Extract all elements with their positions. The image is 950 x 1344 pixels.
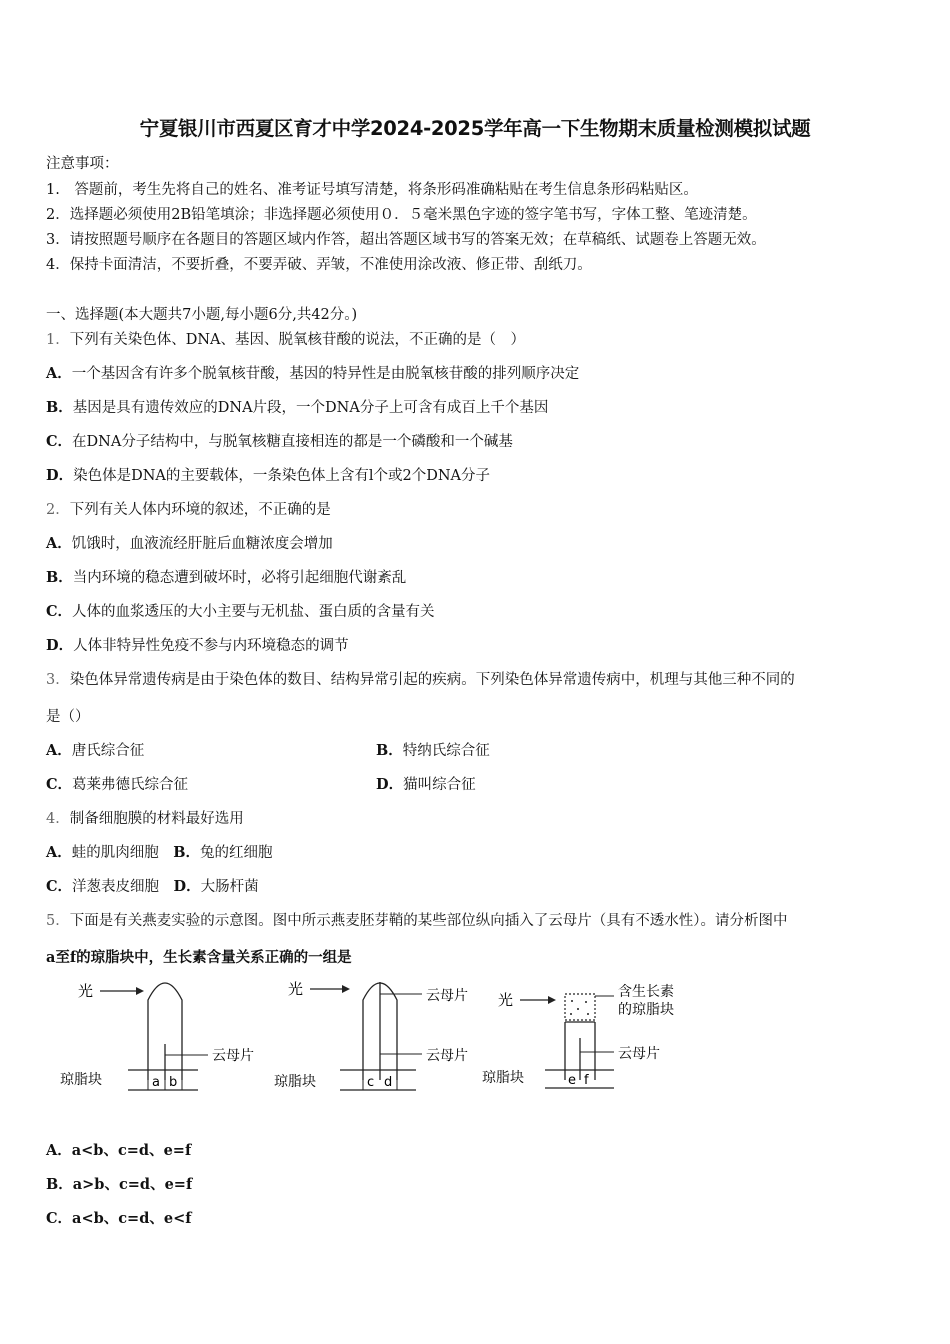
panel-3 — [482, 983, 674, 1088]
q4-options-row-1 — [46, 841, 273, 862]
q3-option-d[interactable] — [376, 773, 476, 794]
option-text: 饥饿时，血液流经肝脏后血糖浓度会增加 — [71, 536, 333, 552]
option-text: 一个基因含有许多个脱氧核苷酸，基因的特异性是由脱氧核苷酸的排列顺序决定 — [71, 366, 580, 382]
option-text: 特纳氏综合征 — [402, 743, 490, 759]
q2-option-a[interactable] — [46, 532, 333, 553]
notice-item-2: 2．选择题必须使用2B铅笔填涂；非选择题必须使用０．５毫米黑色字迹的签字笔书写，字体工整、笔迹清楚。 — [46, 207, 757, 223]
option-text: 人体的血浆透压的大小主要与无机盐、蛋白质的含量有关 — [72, 604, 435, 620]
panel-1 — [60, 982, 254, 1090]
question-2 — [46, 498, 331, 519]
option-text: 当内环境的稳态遭到破坏时，必将引起细胞代谢紊乱 — [72, 570, 407, 586]
option-label: C． — [46, 433, 73, 450]
block-a: a — [152, 1075, 160, 1090]
agar-label: 琼脂块 — [274, 1074, 316, 1090]
q5-option-a[interactable] — [46, 1139, 191, 1160]
question-5 — [46, 909, 787, 930]
option-text: 大肠杆菌 — [200, 879, 259, 895]
option-text: 染色体是DNA的主要载体，一条染色体上含有l个或2个DNA分子 — [73, 468, 491, 484]
q5-option-c[interactable] — [46, 1207, 191, 1228]
q4-option-d[interactable] — [174, 879, 259, 895]
q2-option-d[interactable] — [46, 634, 349, 655]
question-number: 4． — [46, 811, 70, 827]
mica-label: 云母片 — [426, 1048, 468, 1064]
block-d: d — [384, 1075, 393, 1090]
option-label: C． — [46, 776, 73, 793]
option-label: A． — [46, 535, 72, 552]
question-text: 染色体异常遗传病是由于染色体的数目、结构异常引起的疾病。下列染色体异常遗传病中，机理与其他三种不同的 — [69, 672, 795, 688]
arrow-head — [342, 985, 350, 993]
option-text: 在DNA分子结构中，与脱氧核糖直接相连的都是一个磷酸和一个碱基 — [72, 434, 513, 450]
block-e: e — [568, 1073, 576, 1088]
page-title: 宁夏银川市西夏区育才中学2024-2025学年高一下生物期末质量检测模拟试题 — [139, 117, 811, 140]
arrow-head — [548, 996, 556, 1004]
question-text: 制备细胞膜的材料最好选用 — [69, 811, 244, 827]
option-label: B． — [46, 399, 73, 416]
block-f: f — [584, 1073, 589, 1088]
q1-option-c[interactable] — [46, 430, 513, 451]
option-text: 基因是具有遗传效应的DNA片段，一个DNA分子上可含有成百上千个基因 — [72, 400, 549, 416]
block-c: c — [367, 1075, 375, 1090]
option-label: B． — [46, 569, 73, 586]
agar-label: 琼脂块 — [60, 1072, 102, 1088]
option-label: C． — [46, 878, 73, 895]
option-label: A． — [46, 1142, 72, 1159]
q3-option-c[interactable] — [46, 773, 188, 794]
arrow-head — [136, 987, 144, 995]
question-5-cont: a至f的琼脂块中，生长素含量关系正确的一组是 — [46, 949, 352, 966]
q4-options-row-2 — [46, 875, 259, 896]
option-text: 葛莱弗德氏综合征 — [72, 777, 189, 793]
question-text: 下面是有关燕麦实验的示意图。图中所示燕麦胚芽鞘的某些部位纵向插入了云母片（具有不透水性）。请分析图中 — [69, 913, 788, 929]
q1-option-a[interactable] — [46, 362, 579, 383]
q5-option-b[interactable] — [46, 1173, 192, 1194]
option-label: A． — [46, 365, 72, 382]
option-text: a>b、c=d、e=f — [72, 1176, 193, 1193]
option-label: D． — [173, 878, 201, 895]
auxin-dot — [585, 1001, 587, 1003]
auxin-dot — [571, 1000, 573, 1002]
q3-option-a[interactable] — [46, 739, 144, 760]
question-3 — [46, 668, 795, 689]
q4-option-b[interactable] — [173, 845, 272, 861]
question-3-cont: 是（） — [46, 709, 90, 725]
option-label: A． — [46, 844, 72, 861]
q2-option-b[interactable] — [46, 566, 406, 587]
notice-item-4: 4．保持卡面清洁，不要折叠，不要弄破、弄皱，不准使用涂改液、修正带、刮纸刀。 — [46, 257, 592, 273]
option-label: C． — [46, 603, 73, 620]
option-label: C． — [46, 1210, 73, 1227]
option-text: a<b、c=d、e=f — [71, 1142, 192, 1159]
question-text: 下列有关染色体、DNA、基因、脱氧核苷酸的说法，不正确的是（ ） — [69, 332, 526, 348]
auxin-agar-label-1: 含生长素 — [618, 984, 674, 1000]
option-text: 唐氏综合征 — [71, 743, 145, 759]
q1-option-b[interactable] — [46, 396, 548, 417]
option-label: D． — [46, 637, 74, 654]
notice-item-3: 3．请按照题号顺序在各题目的答题区域内作答，超出答题区域书写的答案无效；在草稿纸、试题卷上答题无效。 — [46, 232, 766, 248]
option-text: 猫叫综合征 — [403, 777, 476, 793]
q4-option-a[interactable] — [46, 845, 159, 861]
auxin-agar-block — [565, 994, 595, 1020]
panel-2 — [274, 980, 468, 1090]
question-number: 5． — [46, 913, 70, 929]
option-text: 洋葱表皮细胞 — [72, 879, 160, 895]
option-text: 兔的红细胞 — [200, 845, 273, 861]
option-label: D． — [46, 467, 74, 484]
notice-heading: 注意事项： — [46, 156, 119, 172]
q2-option-c[interactable] — [46, 600, 435, 621]
option-label: B． — [376, 742, 403, 759]
question-4 — [46, 807, 244, 828]
question-text: 下列有关人体内环境的叙述，不正确的是 — [69, 502, 331, 518]
mica-label: 云母片 — [426, 988, 468, 1004]
light-label: 光 — [498, 991, 514, 1009]
option-text: 蛙的肌肉细胞 — [71, 845, 159, 861]
question-number: 1． — [46, 332, 70, 348]
option-label: D． — [376, 776, 404, 793]
block-b: b — [169, 1075, 178, 1090]
auxin-agar-label-2: 的琼脂块 — [618, 1002, 674, 1018]
oat-experiment-figure — [48, 972, 768, 1097]
light-label: 光 — [288, 980, 304, 998]
auxin-dot — [577, 1008, 579, 1010]
question-number: 2． — [46, 502, 70, 518]
section-heading: 一、选择题(本大题共7小题,每小题6分,共42分。) — [46, 307, 358, 323]
q1-option-d[interactable] — [46, 464, 490, 485]
agar-label: 琼脂块 — [482, 1070, 524, 1086]
question-number: 3． — [46, 672, 70, 688]
question-1 — [46, 328, 525, 349]
notice-item-1: 1. 答题前，考生先将自己的姓名、准考证号填写清楚，将条形码准确粘贴在考生信息条形码粘贴区。 — [46, 182, 698, 198]
option-label: B． — [46, 1176, 73, 1193]
auxin-dot — [587, 1013, 589, 1015]
light-label: 光 — [78, 982, 94, 1000]
q4-option-c[interactable] — [46, 879, 159, 895]
option-text: 人体非特异性免疫不参与内环境稳态的调节 — [73, 638, 349, 654]
option-label: B． — [173, 844, 201, 861]
mica-label: 云母片 — [212, 1048, 254, 1064]
auxin-dot — [570, 1013, 572, 1015]
mica-label: 云母片 — [618, 1046, 660, 1062]
option-text: a<b、c=d、e<f — [72, 1210, 192, 1227]
option-label: A． — [46, 742, 72, 759]
q3-option-b[interactable] — [376, 739, 490, 760]
